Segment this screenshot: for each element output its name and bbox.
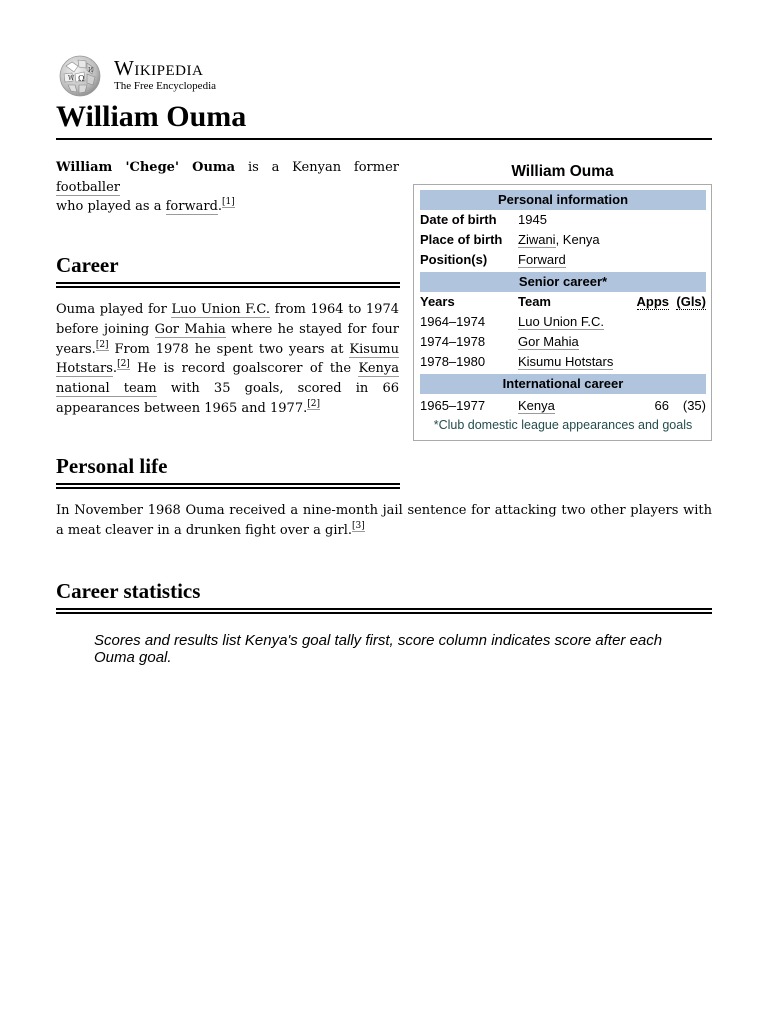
page-title: William Ouma (56, 100, 712, 140)
stats-note: Scores and results list Kenya's goal tally first, score column indicates score after each Ouma goal. (94, 631, 663, 666)
dob-value: 1945 (518, 212, 547, 227)
senior-team (518, 312, 706, 332)
intl-team (518, 396, 631, 416)
senior-years: 1974–1978 (420, 334, 486, 349)
pob-value (518, 230, 706, 250)
infobox-header-international: International career (420, 374, 706, 394)
link-gor-mahia[interactable]: Gor Mahia (154, 321, 226, 337)
section-heading-personal-life: Personal life (56, 454, 400, 485)
link-ziwani[interactable]: Ziwani (518, 232, 556, 247)
col-apps[interactable]: Apps (636, 294, 669, 309)
ref-2[interactable]: [2] (117, 359, 130, 370)
article-content (56, 158, 712, 666)
pob-label: Place of birth (420, 232, 503, 247)
senior-team (518, 332, 706, 352)
svg-text:Ω: Ω (78, 74, 85, 83)
wordmark-tagline: The Free Encyclopedia (114, 80, 217, 92)
wikipedia-logo[interactable] (56, 52, 712, 98)
infobox-caption: William Ouma (511, 163, 614, 180)
svg-text:W: W (68, 75, 75, 82)
personal-paragraph: In November 1968 Ouma received a nine-month jail sentence for attacking two other players with a meat cleaver in a drunken fight over a girl.[3] (56, 503, 712, 539)
link-luo-union-infobox[interactable]: Luo Union F.C. (518, 314, 604, 329)
senior-row (420, 332, 706, 352)
senior-row (420, 352, 706, 372)
infobox-row-dob (420, 210, 706, 230)
position-value (518, 250, 706, 270)
lead-bold-name: William 'Chege' Ouma (56, 160, 236, 175)
link-forward[interactable]: forward (165, 199, 218, 215)
infobox-senior-colheads (420, 292, 706, 312)
wikipedia-globe-icon (56, 54, 104, 96)
lead-paragraph: William 'Chege' Ouma is a Kenyan former footballer who played as a forward.[1] (56, 160, 400, 215)
senior-team (518, 352, 706, 372)
link-kenya-national-team[interactable]: Kenya national team (56, 361, 399, 396)
career-paragraph: Ouma played for Luo Union F.C. from 1964 to 1974 before joining Gor Mahia where he stayed for four years.[2] From 1978 he spent two years at Kisumu Hotstars.[2] He is record goalscorer of the Kenya national team with 35 goals, scored in 66 appearances between 1965 and 1977.[2] (56, 302, 399, 416)
infobox-row-position (420, 250, 706, 270)
senior-years: 1978–1980 (420, 354, 486, 369)
col-team: Team (518, 294, 551, 309)
link-kenya-infobox[interactable]: Kenya (518, 398, 555, 413)
svg-text:И: И (88, 67, 94, 74)
pob-country: , Kenya (555, 232, 600, 247)
senior-row (420, 312, 706, 332)
ref-2[interactable]: [2] (95, 339, 109, 350)
page (56, 52, 712, 666)
senior-years: 1964–1974 (420, 314, 486, 329)
intl-apps: 66 (654, 398, 669, 413)
link-kisumu-infobox[interactable]: Kisumu Hotstars (518, 354, 614, 369)
link-kisumu-hotstars[interactable]: Kisumu Hotstars (56, 341, 399, 377)
col-gls[interactable]: (Gls) (676, 294, 706, 309)
infobox-footnote: *Club domestic league appearances and goals (433, 418, 693, 432)
infobox-header-senior: Senior career* (420, 272, 706, 292)
infobox-header-personal: Personal information (420, 190, 706, 210)
infobox (413, 158, 712, 441)
intl-years: 1965–1977 (420, 398, 486, 413)
link-luo-union[interactable]: Luo Union F.C. (171, 302, 271, 318)
section-heading-career: Career (56, 253, 400, 284)
link-footballer[interactable]: footballer (56, 179, 120, 195)
section-heading-career-statistics: Career statistics (56, 579, 712, 610)
ref-1[interactable]: [1] (222, 197, 235, 208)
intl-gls: (35) (682, 398, 706, 413)
ref-2[interactable]: [2] (307, 398, 320, 409)
intl-row (420, 396, 706, 416)
link-gor-mahia-infobox[interactable]: Gor Mahia (518, 334, 579, 349)
wordmark-title: Wikipedia (114, 56, 204, 80)
position-label: Position(s) (420, 252, 488, 267)
ref-3[interactable]: [3] (351, 521, 365, 532)
link-forward-infobox[interactable]: Forward (518, 252, 566, 267)
infobox-row-pob (420, 230, 706, 250)
dob-label: Date of birth (420, 212, 497, 227)
wikipedia-wordmark (114, 58, 216, 92)
col-years: Years (420, 294, 455, 309)
infobox-table (413, 184, 712, 441)
